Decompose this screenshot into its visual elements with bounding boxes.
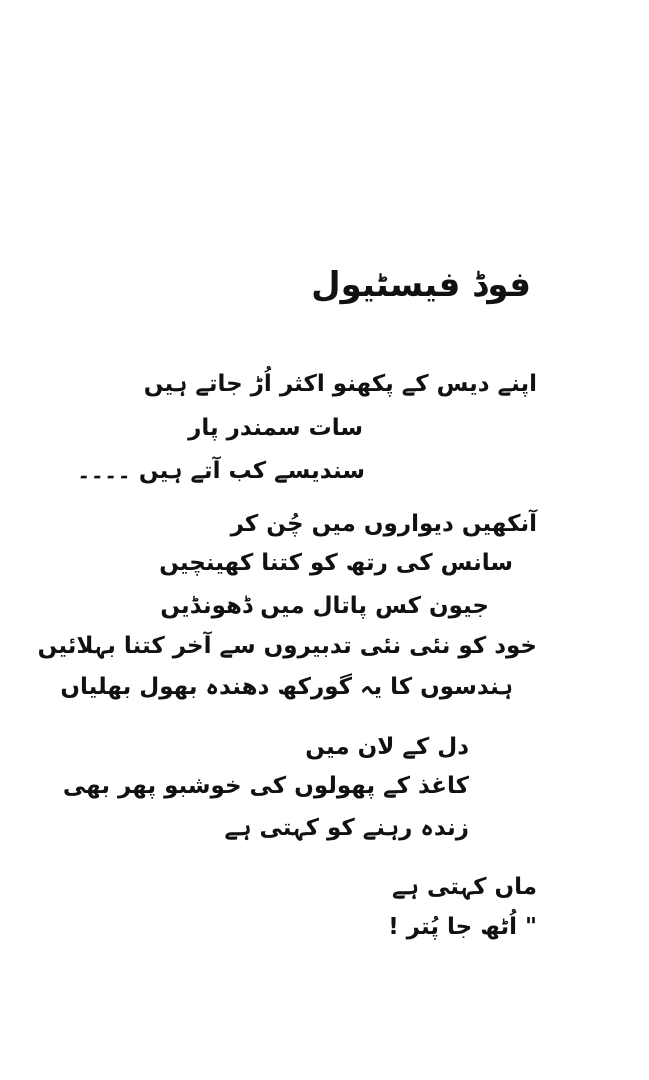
poem-title: فوڈ فیسٹیول: [311, 265, 531, 305]
poem-line: سات سمندر پار: [188, 415, 363, 441]
poem-line: ہندسوں کا یہ گورکھ دھندہ بھول بھلیاں: [60, 674, 513, 700]
poem-line: اپنے دیس کے پکھنو اکثر اُڑ جاتے ہیں: [143, 371, 537, 397]
poem-line: ماں کہتی ہے: [392, 874, 537, 900]
poem-line: دل کے لان میں: [305, 734, 469, 760]
poem-line: " اُٹھ جا پُتر !: [388, 914, 537, 940]
poem-line: سندیسے کب آتے ہیں ۔۔۔۔: [76, 458, 365, 484]
poem-line: کاغذ کے پھولوں کی خوشبو پھر بھی: [62, 773, 469, 799]
poem-line: سانس کی رتھ کو کتنا کھینچیں: [159, 550, 513, 576]
poem-line: آنکھیں دیواروں میں چُن کر: [230, 511, 537, 537]
poem-line: جیون کس پاتال میں ڈھونڈیں: [160, 593, 489, 619]
poem-line: خود کو نئی نئی تدبیروں سے آخر کتنا بہلائیں: [37, 633, 537, 659]
poem-line: زندہ رہنے کو کہتی ہے: [224, 815, 469, 841]
